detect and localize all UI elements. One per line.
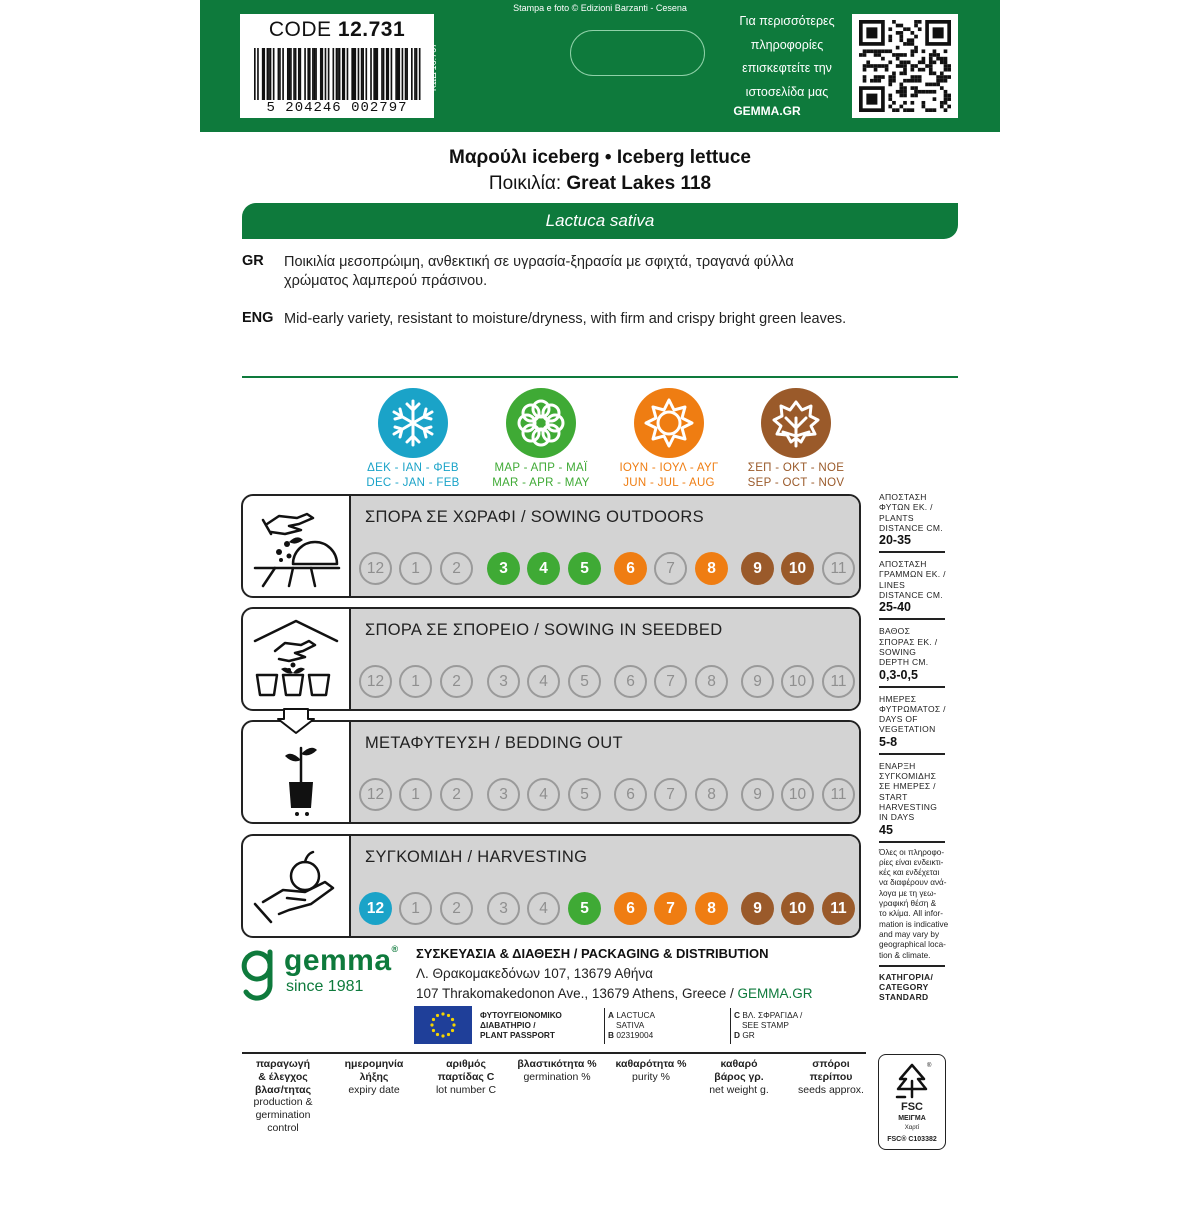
latin-name: Lactuca sativa: [545, 211, 655, 230]
divider: [730, 1008, 731, 1044]
month-2: 2: [440, 892, 473, 925]
qr-code-icon[interactable]: [859, 20, 951, 112]
gr-tag: GR: [242, 253, 264, 269]
month-11: 11: [822, 552, 855, 585]
brand-name: gemma®: [284, 944, 399, 977]
month-12-active: 12: [359, 892, 392, 925]
season-gr: ΔΕΚ - ΙΑΝ - ΦΕΒ: [367, 462, 459, 474]
vegetation-days-label: ΗΜΕΡΕΣ ΦΥΤΡΩΜΑΤΟΣ / DAYS OF VEGETATION: [879, 693, 946, 735]
germination: βλαστικότητα % germination %: [517, 1058, 597, 1083]
info-line: επισκεφτείτε την: [742, 61, 832, 75]
brand-since: since 1981: [286, 978, 364, 995]
month-10: 10: [781, 778, 814, 811]
plant-passport: [414, 1006, 816, 1044]
season-en: MAR - APR - MAY: [492, 477, 590, 489]
row-title: ΣΠΟΡΑ ΣΕ ΣΠΟΡΕΙΟ / SOWING IN SEEDBED: [365, 621, 723, 639]
passport-c: C ΒΛ. ΣΦΡΑΓΙΔΑ / SEE STAMP D GR: [734, 1010, 803, 1040]
packaging-title: ΣΥΣΚΕΥΑΣΙΑ & ΔΙΑΘΕΣΗ / PACKAGING & DISTRIBUTION: [416, 946, 769, 961]
hang-slot: [570, 30, 705, 76]
gr-description-line: Ποικιλία μεσοπρώιμη, ανθεκτική σε υγρασία-ξηρασία με σφιχτά, τραγανά φύλλα: [284, 254, 794, 270]
month-8-active: 8: [695, 552, 728, 585]
product-title: Μαρούλι iceberg • Iceberg lettuce: [449, 147, 751, 168]
month-3: 3: [487, 665, 520, 698]
row-calendar: [349, 836, 861, 936]
month-9: 9: [741, 778, 774, 811]
line-distance-label: ΑΠΟΣΤΑΣΗ ΓΡΑΜΜΩΝ ΕΚ. / LINES DISTANCE CM.: [879, 559, 946, 601]
month-11-active: 11: [822, 892, 855, 925]
printer-credit: Stampa e foto © Edizioni Barzanti - Cesena: [513, 3, 687, 13]
plant-distance-label: ΑΠΟΣΤΑΣΗ ΦΥΤΩΝ ΕΚ. / PLANTS DISTANCE CM.: [879, 492, 943, 533]
month-8: 8: [695, 778, 728, 811]
divider: [604, 1008, 605, 1044]
month-8-active: 8: [695, 892, 728, 925]
sowing-depth-value: 0,3-0,5: [879, 667, 918, 682]
sowing-seedbed-icon: [249, 615, 343, 703]
month-1: 1: [399, 778, 432, 811]
month-12: 12: [359, 665, 392, 698]
row-calendar: [349, 722, 861, 822]
harvesting-icon: [249, 842, 343, 930]
expiry-date: ημερομηνία λήξης expiry date: [344, 1058, 404, 1096]
flower-icon: [506, 388, 576, 458]
brand-wordmark: gemma: [284, 944, 392, 977]
season-gr: ΙΟΥΝ - ΙΟΥΛ - ΑΥΓ: [619, 462, 719, 474]
month-4: 4: [527, 778, 560, 811]
month-5: 5: [568, 665, 601, 698]
sowing-outdoors-icon: [249, 502, 343, 590]
info-url-link[interactable]: GEMMA.GR: [733, 104, 801, 118]
season-gr: ΣΕΠ - ΟΚΤ - ΝΟΕ: [747, 462, 845, 474]
month-6: 6: [614, 778, 647, 811]
month-2: 2: [440, 665, 473, 698]
month-6: 6: [614, 665, 647, 698]
month-3: 3: [487, 778, 520, 811]
website-link[interactable]: GEMMA.GR: [737, 986, 813, 1001]
address-en-text: 107 Thrakomakedonon Ave., 13679 Athens, Greece /: [416, 986, 738, 1001]
row-harvesting: [241, 834, 861, 938]
variety-line: [240, 173, 960, 195]
fsc-paper: Χαρτί: [904, 1125, 920, 1131]
month-5: 5: [568, 778, 601, 811]
month-10: 10: [781, 665, 814, 698]
variety-name: Great Lakes 118: [566, 173, 712, 194]
divider: [879, 841, 945, 843]
code-number: 12.731: [337, 18, 406, 41]
month-11: 11: [822, 665, 855, 698]
gr-description-line: χρώματος λαμπερού πράσινου.: [284, 273, 488, 289]
code-prefix: CODE: [268, 18, 332, 41]
row-bedding-out: [241, 720, 861, 824]
latin-name-bar: [242, 203, 958, 239]
season-label-spring: [476, 461, 606, 491]
month-5-active: 5: [568, 892, 601, 925]
row-title: ΣΠΟΡΑ ΣΕ ΧΩΡΑΦΙ / SOWING OUTDOORS: [365, 508, 704, 526]
product-code: [240, 18, 434, 42]
eu-flag-icon: [414, 1006, 472, 1044]
passport-a: A LACTUCA SATIVA B 02319004: [608, 1010, 656, 1040]
month-4: 4: [527, 892, 560, 925]
row-calendar: [349, 496, 861, 596]
line-distance-value: 25-40: [879, 600, 911, 615]
fsc-mix: ΜΕΙΓΜΑ: [898, 1115, 926, 1122]
divider: [879, 551, 945, 553]
month-5-active: 5: [568, 552, 601, 585]
gemma-logo-icon: [240, 946, 276, 1002]
leaf-icon: [761, 388, 831, 458]
fsc-badge: [878, 1054, 946, 1150]
vegetation-days-value: 5-8: [879, 734, 898, 749]
month-10-active: 10: [781, 892, 814, 925]
lot-number: αριθμός παρτίδας C lot number C: [435, 1058, 497, 1096]
season-en: JUN - JUL - AUG: [623, 477, 715, 489]
production-control: παραγωγή & έλεγχος βλασ/τητας production & germination control: [253, 1058, 313, 1134]
season-label-summer: [604, 461, 734, 491]
harvest-days-label: ΕΝΑΡΞΗ ΣΥΓΚΟΜΙΔΗΣ ΣΕ ΗΜΕΡΕΣ / START HARVESTING IN DAYS: [879, 760, 938, 823]
fsc-tree-icon: [891, 1059, 933, 1101]
month-8: 8: [695, 665, 728, 698]
plant-distance-value: 20-35: [879, 533, 911, 548]
info-line: ιστοσελίδα μας: [745, 84, 829, 99]
arrow-down-icon: [276, 707, 316, 735]
category: ΚΑΤΗΓΟΡΙΑ/ CATEGORY STANDARD: [879, 971, 934, 1003]
divider: [242, 1052, 866, 1054]
month-7: 7: [654, 665, 687, 698]
month-1: 1: [399, 892, 432, 925]
barcode-panel: [240, 14, 434, 118]
month-4: 4: [527, 665, 560, 698]
month-2: 2: [440, 778, 473, 811]
divider: [879, 753, 945, 755]
side-panel: [879, 492, 959, 1003]
month-12: 12: [359, 778, 392, 811]
bedding-out-icon: [249, 728, 343, 816]
month-9-active: 9: [741, 892, 774, 925]
harvest-days-value: 45: [879, 822, 893, 837]
month-12: 12: [359, 552, 392, 585]
month-3-active: 3: [487, 552, 520, 585]
month-6-active: 6: [614, 892, 647, 925]
month-9: 9: [741, 665, 774, 698]
divider: [879, 686, 945, 688]
month-1: 1: [399, 665, 432, 698]
month-4-active: 4: [527, 552, 560, 585]
disclaimer: Όλες οι πληροφο- ρίες είναι ενδεικτι- κές και ενδέχεται να διαφέρουν ανά- λογα με τη γεω- γραφική θέση & το κλίμα. All infor- mation is indicative and may vary by geographical loca- tion & climate.: [879, 847, 949, 960]
sun-icon: [634, 388, 704, 458]
month-2: 2: [440, 552, 473, 585]
month-6-active: 6: [614, 552, 647, 585]
month-3: 3: [487, 892, 520, 925]
season-en: DEC - JAN - FEB: [366, 477, 460, 489]
net-weight: καθαρό βάρος γρ. net weight g.: [709, 1058, 769, 1096]
month-7: 7: [654, 552, 687, 585]
season-label-winter: [348, 461, 478, 491]
kod-code: [428, 20, 467, 120]
address-en: [416, 986, 813, 1001]
barcode-icon: [254, 48, 422, 100]
fsc-label: FSC: [901, 1101, 923, 1113]
row-title: ΣΥΓΚΟΜΙΔΗ / HARVESTING: [365, 848, 588, 866]
address-gr: Λ. Θρακομακεδόνων 107, 13679 Αθήνα: [416, 966, 653, 981]
en-tag: ENG: [242, 310, 274, 326]
month-7: 7: [654, 778, 687, 811]
passport-title: ΦΥΤΟΥΓΕΙΟΝΟΜΙΚΟ ΔΙΑΒΑΤΗΡΙΟ / PLANT PASSPORT: [480, 1010, 562, 1040]
kod-code-text: ΚΩΔ 16.767: [428, 42, 439, 92]
month-9-active: 9: [741, 552, 774, 585]
row-sowing-seedbed: [241, 607, 861, 711]
info-line: πληροφορίες: [750, 37, 824, 52]
divider: [879, 965, 945, 967]
svg-text:®: ®: [927, 1063, 932, 1069]
seeds-approx: σπόροι περίπου seeds approx.: [798, 1058, 864, 1096]
fsc-license: FSC® C103382: [887, 1136, 937, 1143]
purity: καθαρότητα % purity %: [615, 1058, 687, 1083]
divider: [242, 376, 958, 378]
barcode-digits: 5 204246 002797: [266, 100, 408, 116]
month-7-active: 7: [654, 892, 687, 925]
info-text: [727, 10, 847, 104]
month-11: 11: [822, 778, 855, 811]
season-en: SEP - OCT - NOV: [747, 477, 845, 489]
row-sowing-outdoors: [241, 494, 861, 598]
divider: [879, 618, 945, 620]
row-calendar: [349, 609, 861, 709]
sowing-depth-label: ΒΑΘΟΣ ΣΠΟΡΑΣ ΕΚ. / SOWING DEPTH CM.: [879, 626, 938, 668]
season-gr: ΜΑΡ - ΑΠΡ - ΜΑΪ: [494, 462, 588, 474]
variety-label: Ποικιλία:: [488, 173, 562, 194]
row-title: ΜΕΤΑΦΥΤΕΥΣΗ / BEDDING OUT: [365, 734, 623, 752]
en-description: Mid-early variety, resistant to moisture/dryness, with firm and crispy bright green leaves.: [284, 311, 847, 327]
season-label-autumn: [731, 461, 861, 491]
month-10-active: 10: [781, 552, 814, 585]
info-line: Για περισσότερες: [739, 14, 835, 28]
gr-description: [284, 253, 964, 291]
month-1: 1: [399, 552, 432, 585]
qr-panel: [852, 14, 958, 118]
snowflake-icon: [378, 388, 448, 458]
